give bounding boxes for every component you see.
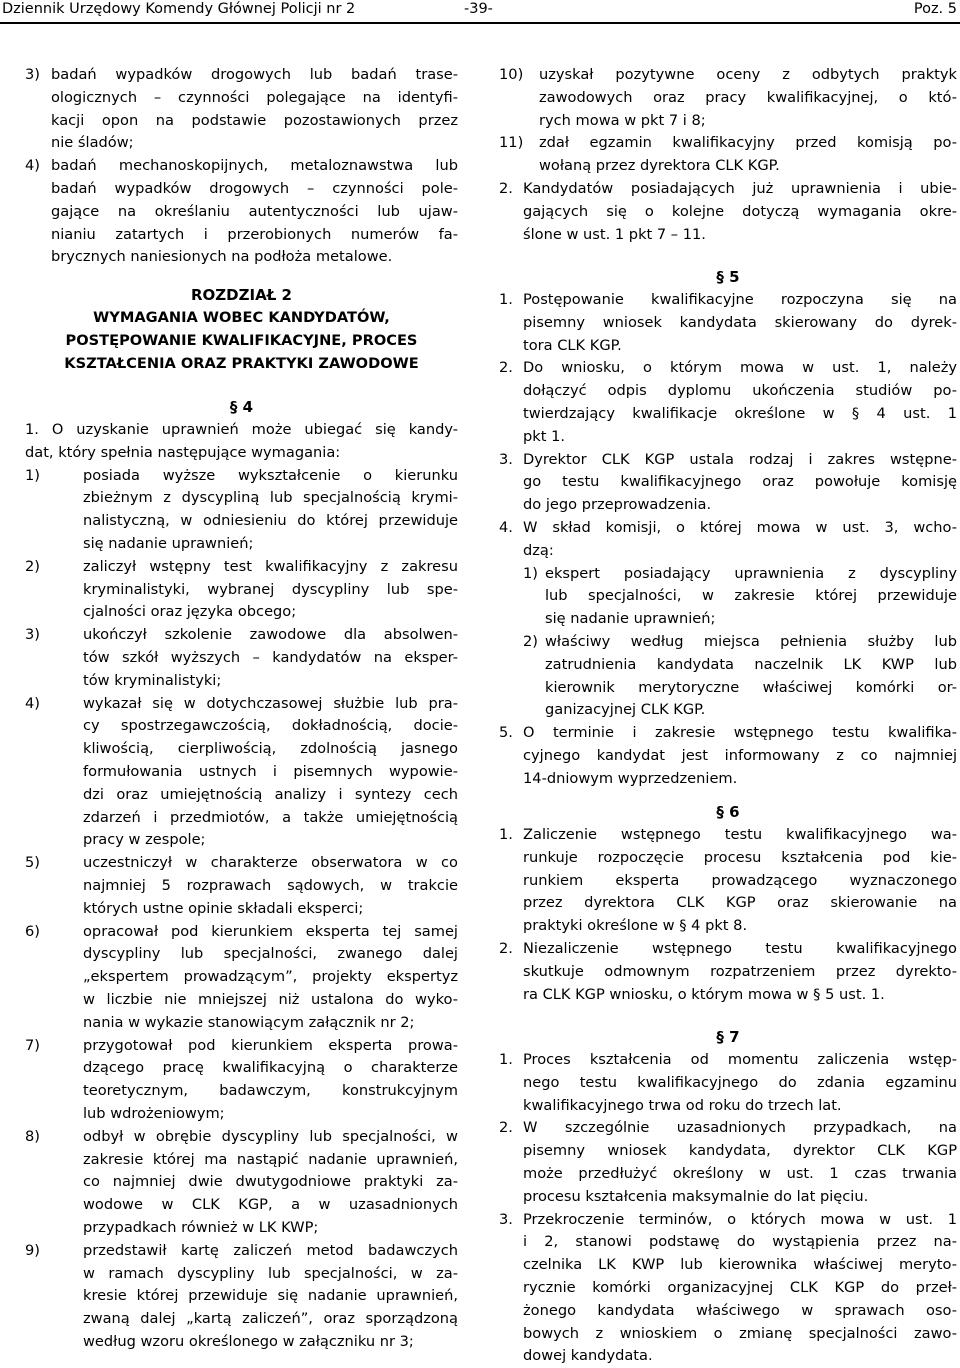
item-number: 1) — [523, 564, 538, 582]
text-line: teoretycznym, badawczym, konstrukcyjnym — [83, 1082, 458, 1100]
text-line: uzyskał pozytywne oceny z odbytych praktyk — [539, 66, 957, 83]
text-line: właściwy według miejsca pełnienia służby lub — [545, 633, 957, 650]
text-line: procesu kształcenia maksymalnie do lat pięciu. — [523, 1187, 869, 1205]
text-line: przez dyrektora CLK KGP oraz skierowanie na — [523, 894, 957, 912]
item-number: 4. — [499, 519, 513, 536]
text-line: przypadkach również w LK KWP; — [83, 1218, 319, 1236]
section-7-item-3 — [523, 1209, 957, 1368]
text-line: Przekroczenie terminów, o których mowa w ust. 1 — [523, 1210, 957, 1228]
page-number: -39- — [464, 1, 493, 17]
section-5-item-1 — [523, 289, 957, 357]
text-line: rycznie komórki organizacyjnej CLK KGP do przeł- — [523, 1278, 957, 1296]
text-line: ganizacyjnej CLK KGP. — [545, 701, 706, 719]
item-number: 5. — [499, 724, 513, 742]
text-line: badań wypadków drogowych lub badań trase- — [51, 66, 458, 83]
text-line: czelnika LK KWP lub kierownika właściwej meryto- — [523, 1256, 957, 1274]
text-line: cy spostrzegawczością, dokładnością, docie- — [83, 717, 458, 735]
text-line: W szczególnie uzasadnionych przypadkach, na — [523, 1119, 957, 1137]
item-number: 4) — [25, 694, 40, 712]
text-line: kliwością, cierpliwością, zdolnością jasnego — [83, 740, 458, 758]
text-line: zbieżnym z dyscypliną lub specjalnością krymi- — [83, 489, 458, 507]
text-line: badań mechanoskopijnych, metaloznawstwa lub — [51, 157, 458, 175]
text-line: Kandydatów posiadających już uprawnienia i ubie- — [523, 180, 957, 197]
text-line: gających się o kolejne dotyczą wymagania okre- — [523, 202, 957, 220]
text-line: przygotował pod kierunkiem eksperta prowa- — [83, 1036, 458, 1054]
text-line: praktyki określone w § 4 pkt 8. — [523, 917, 748, 935]
item-number: 2. — [499, 1119, 513, 1137]
text-line: nego testu kwalifikacyjnego do zdania egzaminu — [523, 1073, 957, 1091]
section-7-item-2 — [523, 1117, 957, 1208]
item-number: 3. — [499, 1210, 513, 1228]
section-5-item-2 — [523, 357, 957, 448]
text-line: zdał egzamin kwalifikacyjny przed komisją po- — [539, 134, 957, 152]
requirement-item-cont-2 — [539, 132, 957, 178]
text-line: cyjnego kandydat jest informowany z co najmniej — [523, 746, 957, 764]
text-line: Proces kształcenia od momentu zaliczenia wstęp- — [523, 1051, 957, 1068]
text-line: których ustne opinie składali eksperci; — [83, 899, 364, 917]
section-5-item-3 — [523, 449, 957, 517]
text-line: dołączyć odpis dyplomu ukończenia studiów po- — [523, 382, 957, 400]
text-line: może przedłużyć określony w ust. 1 czas trwania — [523, 1164, 957, 1182]
text-line: nania w wykazie stanowiącym załącznik nr 2; — [83, 1013, 415, 1031]
item-number: 11) — [499, 134, 524, 152]
section-5-item-4 — [523, 517, 957, 563]
requirement-item-3 — [83, 624, 458, 692]
text-line: wykazał się w dotychczasowej służbie lub pra- — [83, 694, 458, 712]
item-number: 4) — [25, 157, 40, 175]
text-line: się nadanie uprawnień; — [545, 610, 716, 628]
text-line: pkt 1. — [523, 427, 565, 445]
section-5-sign: § 5 — [716, 268, 740, 286]
item-number: 3) — [25, 626, 40, 644]
section-6-sign: § 6 — [716, 803, 740, 821]
page-header — [0, 0, 960, 19]
section-7-sign: § 7 — [716, 1028, 740, 1046]
text-line: zdarzeń i przedmiotów, a także umiejętnością — [83, 808, 458, 826]
section-5-item-7 — [523, 722, 957, 790]
requirement-item-cont-1 — [539, 64, 957, 132]
text-line: opracował pod kierunkiem eksperta tej samej — [83, 922, 458, 940]
text-line: KSZTAŁCENIA ORAZ PRAKTYKI ZAWODOWE — [64, 354, 419, 372]
text-line: skutkuje odmownym rozpatrzeniem przez dyrekto- — [523, 962, 957, 980]
text-line: kresie której przewiduje się nadanie uprawnień, — [83, 1287, 458, 1305]
text-line: Niezaliczenie wstępnego testu kwalifikacyjnego — [523, 940, 957, 957]
text-line: formułowania ustnych i pisemnych wypowie- — [83, 762, 458, 780]
text-line: nie śladów; — [51, 134, 134, 152]
text-line: zaliczył wstępny test kwalifikacyjny z zakresu — [83, 557, 458, 575]
item-number: 2. — [499, 940, 513, 957]
text-line: przedstawił kartę zaliczeń metod badawczych — [83, 1241, 458, 1259]
text-line: najmniej 5 rozprawach sądowych, w trakcie — [83, 876, 458, 894]
text-line: ra CLK KGP wniosku, o którym mowa w § 5 ust. 1. — [523, 985, 885, 1003]
text-line: cjalności oraz języka obcego; — [83, 603, 297, 621]
text-line: bowych z wnioskiem o zmianę specjalności zawo- — [523, 1324, 957, 1342]
text-line: tów kryminalistyki; — [83, 671, 222, 689]
text-line: ekspert posiadający uprawnienia z dyscypliny — [545, 564, 957, 582]
item-number: 8) — [25, 1127, 40, 1145]
text-line: rych mowa w pkt 7 i 8; — [539, 111, 706, 129]
text-line: dat, który spełnia następujące wymagania: — [25, 443, 341, 461]
text-line: tora CLK KGP. — [523, 336, 622, 354]
item-number: 3) — [25, 66, 40, 83]
text-line: tów szkół wyższych – kandydatów na eksper- — [83, 648, 458, 666]
item-4 — [51, 155, 458, 269]
item-number: 10) — [499, 66, 524, 83]
text-line: i 2, stanowi podstawę do wystąpienia przez na- — [523, 1233, 957, 1251]
requirement-item-6 — [83, 921, 458, 1035]
text-line: kacji opon na podstawie pozostawionych przez — [51, 111, 458, 129]
section-4-paragraph-2 — [523, 178, 957, 246]
text-line: Postępowanie kwalifikacyjne rozpoczyna się na — [523, 291, 957, 308]
text-line: ślone w ust. 1 pkt 7 – 11. — [523, 225, 706, 243]
item-number: 1. — [499, 291, 513, 308]
text-line: według wzoru określonego w załączniku nr 3; — [83, 1332, 414, 1350]
text-line: dzącego pracę kwalifikacyjną o charakterze — [83, 1059, 458, 1077]
requirement-item-9 — [83, 1240, 458, 1354]
section-6-item-2 — [523, 938, 957, 1006]
text-line: WYMAGANIA WOBEC KANDYDATÓW, — [93, 309, 390, 326]
section-7-item-1 — [523, 1049, 957, 1117]
text-line: Do wniosku, o którym mowa w ust. 1, należy — [523, 359, 957, 377]
text-line: badań wypadków drogowych – czynności pole- — [51, 179, 458, 197]
section-5-item-6 — [545, 631, 957, 722]
text-line: się nadanie uprawnień; — [83, 534, 254, 552]
text-line: uczestniczył w charakterze obserwatora w co — [83, 854, 458, 872]
section-4-sign: § 4 — [229, 398, 254, 416]
chapter-title: ROZDZIAŁ 2 — [191, 286, 292, 304]
chapter-heading — [25, 307, 458, 375]
text-line: runkiem eksperta prowadzącego wyznaczonego — [523, 871, 957, 889]
text-line: runkuje rozpoczęcie procesu kształcenia pod kie- — [523, 848, 957, 866]
section-5-item-5 — [545, 563, 957, 631]
item-number: 2. — [499, 359, 513, 377]
text-line: posiada wyższe wykształcenie o kierunku — [83, 466, 458, 484]
item-number: 2) — [523, 633, 538, 650]
text-line: lub specjalności, w zakresie której przewiduje — [545, 587, 957, 605]
text-line: POSTĘPOWANIE KWALIFIKACYJNE, PROCES — [65, 331, 418, 349]
text-line: Zaliczenie wstępnego testu kwalifikacyjnego wa- — [523, 826, 957, 843]
item-number: 1. — [499, 826, 513, 843]
text-line: żonego kandydata właściwego w sprawach oso- — [523, 1301, 957, 1319]
requirement-item-1 — [83, 465, 458, 556]
item-number: 1. — [499, 1051, 513, 1068]
item-number: 9) — [25, 1241, 40, 1259]
text-line: „ekspertem prowadzącym”, projekty ekspertyz — [83, 968, 458, 986]
item-number: 7) — [25, 1036, 40, 1054]
text-line: w liczbie nie mniejszej niż ustalona do wyko- — [83, 990, 458, 1008]
text-line: zwaną dalej „kartą zaliczeń”, oraz sporządzoną — [83, 1310, 458, 1328]
requirement-item-8 — [83, 1126, 458, 1240]
text-line: dzą: — [523, 541, 554, 559]
header-rule — [0, 22, 960, 24]
text-line: wodowe w CLK KGP, a w uzasadnionych — [83, 1196, 458, 1214]
text-line: kierownik merytoryczne właściwej komórki or- — [545, 678, 957, 696]
item-number: 3. — [499, 450, 513, 468]
requirement-item-4 — [83, 693, 458, 853]
item-3 — [51, 64, 458, 155]
text-line: 1. O uzyskanie uprawnień może ubiegać się kandy- — [25, 421, 458, 438]
position-number: Poz. 5 — [913, 1, 957, 17]
text-line: twierdzający kwalifikacje określone w § 4 ust. 1 — [523, 404, 957, 422]
item-number: 1) — [25, 466, 40, 484]
text-line: 14-dniowym wyprzedzeniem. — [523, 769, 738, 787]
text-line: nalistyczną, w odniesieniu do której przewiduje — [83, 512, 458, 530]
text-line: zatrudnienia kandydata naczelnik LK KWP lub — [545, 655, 957, 673]
text-line: co najmniej dwie dwutygodniowe praktyki za- — [83, 1173, 458, 1191]
text-line: dyscypliny lub specjalności, zwanego dalej — [83, 945, 458, 963]
text-line: go testu kwalifikacyjnego oraz powołuje komisję — [523, 473, 957, 491]
text-line: lub wdrożeniowym; — [83, 1104, 225, 1122]
text-line: ukończył szkolenie zawodowe dla absolwen- — [83, 626, 458, 644]
text-line: ologicznych – czynności polegające na identyfi- — [51, 88, 458, 106]
item-number: 6) — [25, 922, 40, 940]
text-line: gające na określaniu autentyczności lub ujaw- — [51, 202, 458, 220]
item-number: 5) — [25, 854, 40, 872]
text-line: dzi oraz umiejętnością analizy i syntezy cech — [83, 785, 458, 803]
text-line: kwalifikacyjnego trwa od roku do trzech lat. — [523, 1096, 842, 1114]
requirement-item-5 — [83, 852, 458, 920]
text-line: w ramach dyscypliny lub specjalności, w za- — [83, 1264, 458, 1282]
text-line: zawodowych oraz pracy kwalifikacyjnej, o któ- — [539, 88, 957, 106]
journal-title: Dziennik Urzędowy Komendy Głównej Policji nr 2 — [2, 1, 356, 17]
text-line: brycznych naniesionych na podłoża metalowe. — [51, 248, 393, 266]
item-number: 2. — [499, 180, 513, 197]
item-number: 2) — [25, 557, 40, 575]
text-line: pisemny wniosek kandydata skierowany do dyrek- — [523, 313, 957, 331]
text-line: O terminie i zakresie wstępnego testu kwalifika- — [523, 724, 957, 742]
requirement-item-2 — [83, 556, 458, 624]
text-line: Dyrektor CLK KGP ustala rodzaj i zakres wstępne- — [523, 450, 957, 468]
text-line: wołaną przez dyrektora CLK KGP. — [539, 157, 780, 175]
section-6-item-1 — [523, 824, 957, 938]
text-line: pisemny wniosek kandydata, dyrektor CLK KGP — [523, 1142, 957, 1160]
section-4-intro — [25, 419, 458, 465]
requirement-item-7 — [83, 1035, 458, 1126]
text-line: nianiu zatartych i przerobionych numerów fa- — [51, 225, 458, 243]
text-line: zakresie której ma nastąpić nadanie uprawnień, — [83, 1150, 458, 1168]
text-line: W skład komisji, o której mowa w ust. 3, wcho- — [523, 519, 957, 536]
text-line: pracy w zespole; — [83, 831, 206, 849]
text-line: dowej kandydata. — [523, 1347, 653, 1365]
text-line: do jego przeprowadzenia. — [523, 496, 712, 514]
text-line: kryminalistyki, wybranej dyscypliny lub spe- — [83, 580, 458, 598]
text-line: odbył w obrębie dyscypliny lub specjalności, w — [83, 1127, 458, 1145]
